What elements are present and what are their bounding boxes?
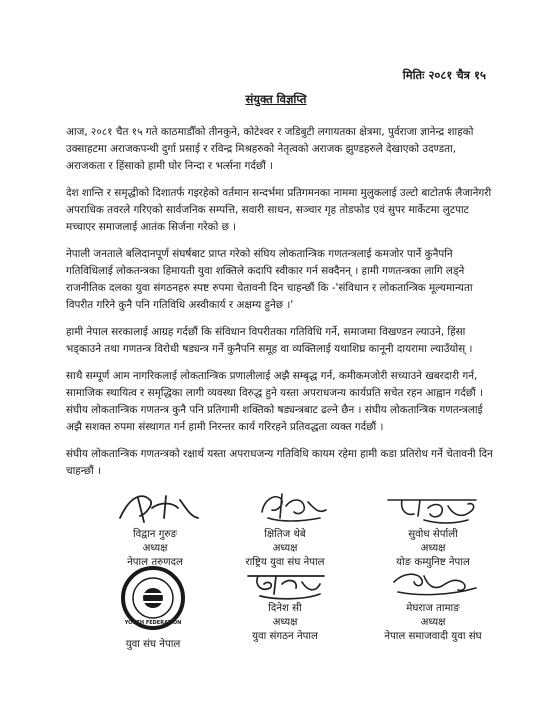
date-line <box>403 68 486 83</box>
paragraph: हामी नेपाल सरकालाई आग्रह गर्दछौं कि संविधान विपरीतका गतिविधि गर्ने, समाजमा विखण्डन ल्याउने, हिंसा भड्काउने तथा गणतन्त्र विरोधी षड्यन्त्र गर्ने कुनैपनि समूह वा व्यक्तिलाई यथाशिघ्र कानूनी दायरामा ल्याउँयोस् । <box>66 326 473 355</box>
signatory-name: मेघराज तामाङ <box>406 603 460 614</box>
signature-block <box>358 562 508 644</box>
paragraph: नेपाली जनताले बलिदानपूर्ण संघर्षबाट प्राप्त गरेको संघिय लोकतान्त्रिक गणतन्त्रलाई कमजोर पार्ने कुनैपनि गतिविधिलाई लोकतन्त्रका हिमायती युवा शक्तिले कदापि स्वीकार गर्न सक्दैनन् । हामी गणतन्त्रका लागि लड्ने राजनीतिक दलका युवा संगठनहरु स्पष्ट रुपमा चेतावनी दिन चाहन्छौं कि -'संविधान र लोकतान्त्रिक मूल्यमान्यता विपरीत गरिने कुनै पनि गतिविधि अस्वीकार्य र अक्षम्य हुनेछ ।' <box>66 248 473 311</box>
organization-seal <box>113 564 193 634</box>
signature-block <box>210 488 360 570</box>
handwritten-signature <box>358 562 508 602</box>
date-value: २०८१ चैत्र १५ <box>428 68 486 82</box>
date-label: मितिः <box>402 68 425 82</box>
document-body <box>66 124 496 490</box>
handwritten-signature <box>358 488 508 528</box>
signature-block <box>210 562 360 644</box>
signatory-role: अध्यक्ष <box>420 617 446 628</box>
signatory-role: अध्यक्ष <box>142 543 168 554</box>
handwritten-signature <box>210 562 360 602</box>
signatory-org: युवा संगठन नेपाल <box>252 631 318 642</box>
signatory-role: अध्यक्ष <box>272 543 298 554</box>
paragraph: आज, २०८१ चैत १५ गते काठमाडौँको तीनकुने, कोटेश्वर र जडिबुटी लगायतका क्षेत्रमा, पुर्वराजा ज्ञानेन्द्र शाहको उक्साहटमा अराजकपन्थी दुर्गा प्रसाई र रविन्द्र मिश्रहरुको नेतृत्वको अराजक झुण्डहरुले देखाएको उदण्डता, अराजकता र हिंसाको हामी घोर निन्दा र भर्त्सना गर्दछौं । <box>66 126 474 172</box>
signatory-org: राष्ट्रिय युवा संघ नेपाल <box>245 557 325 568</box>
signatory-org: योङ कम्युनिष्ट नेपाल <box>396 557 470 568</box>
signature-block <box>80 488 230 570</box>
signatory-role: अध्यक्ष <box>420 543 446 554</box>
handwritten-signature <box>80 488 230 528</box>
paragraph: संघीय लोकतान्त्रिक गणतन्त्रको रक्षार्थ यस्ता अपराधजन्य गतिविधि कायम रहेमा हामी कडा प्रतिरोध गर्ने चेतावनी दिन चाहन्छौं । <box>66 448 493 477</box>
signatory-org: युवा संघ नेपाल <box>125 639 181 650</box>
paragraph: देश शान्ति र समृद्धीको दिशातर्फ गइरहेको वर्तमान सन्दर्भमा प्रतिगमनका नाममा मुलुकलाई उल्टो बाटोतर्फ लैजानेगरी अपराधिक तवरले गरिएको सार्वजनिक सम्पत्ति, सवारी साधन, सञ्चार गृह तोडफोड एवं सुपर मार्केटमा लुटपाट मच्चाएर समाजलाई आतंक सिर्जना गरेको छ । <box>66 187 492 233</box>
paragraph: साथै सम्पूर्ण आम नागरिकलाई लोकतान्त्रिक प्रणालीलाई अझै सम्बृद्ध गर्न, कमीकमजोरी सच्याउने खबरदारी गर्न, सामाजिक स्थायित्व र समृद्धिका लागी व्यवस्था विरुद्ध हुने यस्ता अपराधजन्य कार्यप्रति सचेत रहन आह्वान गर्दछौं । संघीय लोकतान्त्रिक गणतन्त्र कुनै पनि प्रतिगामी शक्तिको षड्यन्त्रबाट ढल्ने छैन । संघीय लोकतान्त्रिक गणतन्त्रलाई अझै सशक्त रुपमा संस्थागत गर्न हामी निरन्तर कार्य गरिरहने प्रतिवद्धता व्यक्त गर्दछौं । <box>66 370 483 433</box>
signatory-name: दिनेश सी <box>268 603 302 614</box>
signatory-role: अध्यक्ष <box>272 617 298 628</box>
handwritten-signature <box>210 488 360 528</box>
signatory-org: नेपाल समाजवादी युवा संघ <box>384 631 482 642</box>
document-title: संयुक्त विज्ञप्ति <box>245 92 307 106</box>
signatory-name: क्षितिज थेबे <box>264 529 306 540</box>
seal-block <box>78 564 228 650</box>
signatory-name: सुवोध सेर्पाली <box>408 529 458 540</box>
signatory-name: विद्वान गुरुङ <box>132 529 177 540</box>
seal-text: YOUTH FEDERATION <box>124 620 182 626</box>
signatory-org: नेपाल तरुणदल <box>127 557 183 568</box>
signature-block <box>358 488 508 570</box>
